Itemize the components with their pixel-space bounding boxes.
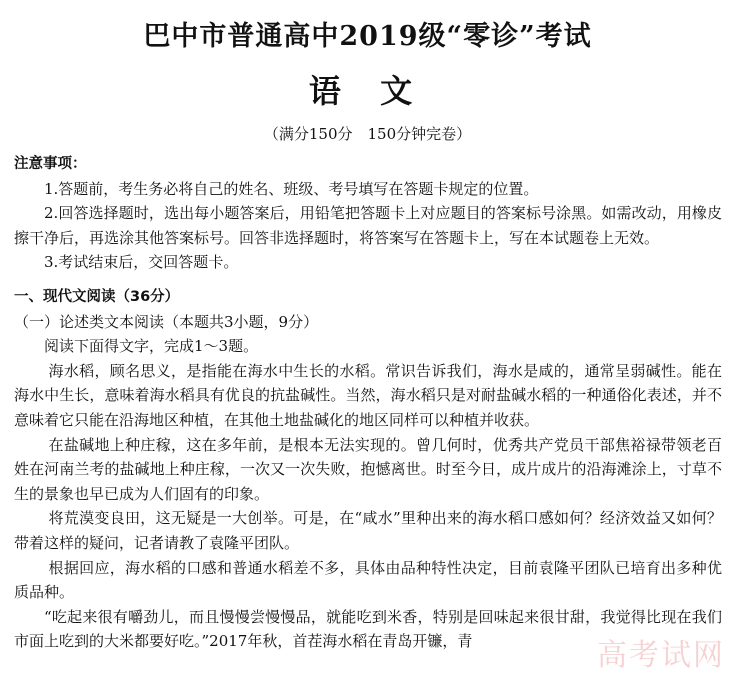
sub-section-heading: （一）论述类文本阅读（本题共3小题，9分） <box>14 312 319 331</box>
note-item-2: 2.回答选择题时，选出每小题答案后，用铅笔把答题卡上对应题目的答案标号涂黑。如需改动，用橡皮擦干净后，再选涂其他答案标号。回答非选择题时，将答案写在答题卡上，写在本试题卷上无效。 <box>14 204 722 247</box>
paragraph-1: 海水稻，顾名思义，是指能在海水中生长的水稻。常识告诉我们，海水是咸的，通常呈弱碱性。能在海水中生长，意味着海水稻具有优良的抗盐碱性。当然，海水稻只是对耐盐碱水稻的一种通俗化表述，并不意味着它只能在沿海地区种植，在其他土地盐碱化的地区同样可以种植并收获。 <box>14 361 722 429</box>
exam-body <box>14 152 722 654</box>
note-item-1: 1.答题前，考生务必将自己的姓名、班级、考号填写在答题卡规定的位置。 <box>44 179 539 198</box>
paragraph-2: 在盐碱地上种庄稼，这在多年前，是根本无法实现的。曾几何时，优秀共产党员干部焦裕禄带领老百姓在河南兰考的盐碱地上种庄稼，一次又一次失败，抱憾离世。时至今日，成片成片的沿海滩涂上，寸草不生的景象也早已成为人们固有的印象。 <box>14 435 722 503</box>
exam-title: 巴中市普通高中2019级“零诊”考试 <box>143 21 592 52</box>
section-heading: 一、现代文阅读（36分） <box>14 288 180 305</box>
subject-title: 语 文 <box>308 72 427 110</box>
note-item-3: 3.考试结束后，交回答题卡。 <box>44 253 239 272</box>
score-line: （满分150分 150分钟完卷） <box>263 125 472 143</box>
paragraph-4: 根据回应，海水稻的口感和普通水稻差不多，具体由品种特性决定，目前袁隆平团队已培育出多种优质品种。 <box>14 558 722 602</box>
paragraph-5: “吃起来很有嚼劲儿，而且慢慢尝慢慢品，就能吃到米香，特别是回味起来很甘甜，我觉得比现在我们市面上吃到的大米都要好吃。”2017年秋，首茬海水稻在青岛开镰，青 <box>14 607 722 651</box>
notes-heading: 注意事项： <box>14 156 87 172</box>
reading-instruction: 阅读下面得文字，完成1～3题。 <box>44 337 259 356</box>
watermark-logo: 高考试网 <box>597 638 725 673</box>
paragraph-3: 将荒漠变良田，这无疑是一大创举。可是，在“咸水”里种出来的海水稻口感如何？经济效益又如何？带着这样的疑问，记者请教了袁隆平团队。 <box>14 509 722 552</box>
